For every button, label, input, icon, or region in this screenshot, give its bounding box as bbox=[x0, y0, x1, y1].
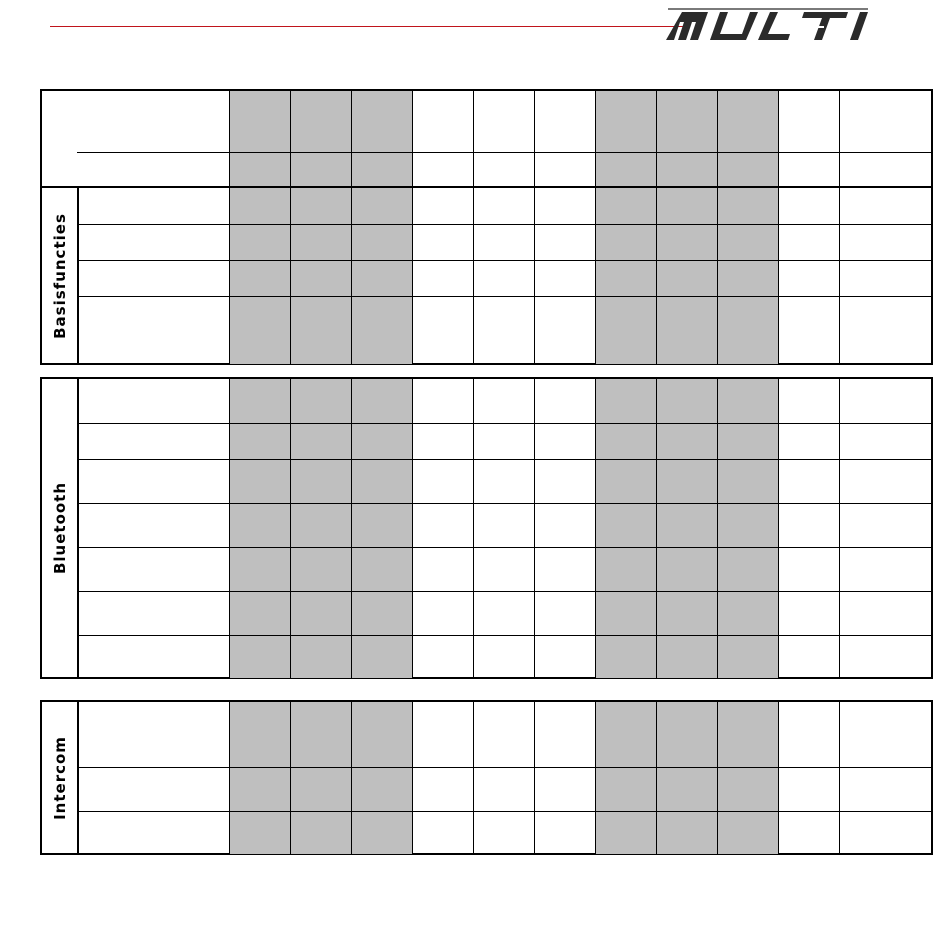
table-cell bbox=[839, 504, 932, 548]
table-cell bbox=[229, 460, 291, 504]
table-cell bbox=[717, 702, 779, 767]
table-cell bbox=[229, 812, 291, 854]
table-cell bbox=[778, 225, 840, 261]
table-cell bbox=[473, 812, 535, 854]
table-cell bbox=[595, 153, 657, 187]
header-rule bbox=[50, 26, 690, 27]
table-row bbox=[77, 296, 931, 364]
table-cell bbox=[412, 702, 474, 767]
table-cell bbox=[656, 592, 718, 636]
table-cell bbox=[595, 548, 657, 592]
table-cell bbox=[412, 460, 474, 504]
table-cell bbox=[473, 768, 535, 812]
table-cell bbox=[290, 812, 352, 854]
table-cell bbox=[778, 702, 840, 767]
table-cell bbox=[229, 153, 291, 187]
table-cell bbox=[473, 188, 535, 224]
section-intercom bbox=[40, 700, 933, 855]
table-cell bbox=[595, 592, 657, 636]
table-cell bbox=[717, 225, 779, 261]
table-cell bbox=[351, 460, 413, 504]
table-cell bbox=[351, 153, 413, 187]
table-cell bbox=[351, 504, 413, 548]
table-cell bbox=[473, 702, 535, 767]
table-cell bbox=[290, 592, 352, 636]
table-cell bbox=[656, 153, 718, 187]
table-cell bbox=[412, 225, 474, 261]
table-cell bbox=[473, 225, 535, 261]
table-cell bbox=[229, 702, 291, 767]
table-cell bbox=[534, 636, 596, 678]
table-cell bbox=[778, 261, 840, 297]
table-cell bbox=[290, 548, 352, 592]
table-cell bbox=[839, 548, 932, 592]
table-cell bbox=[351, 702, 413, 767]
table-cell bbox=[351, 379, 413, 423]
table-row bbox=[77, 260, 931, 297]
table-cell bbox=[412, 297, 474, 364]
table-cell bbox=[595, 297, 657, 364]
table-row bbox=[77, 635, 931, 678]
table-cell bbox=[717, 504, 779, 548]
table-cell bbox=[290, 91, 352, 152]
table-cell bbox=[778, 379, 840, 423]
table-cell bbox=[290, 261, 352, 297]
table-cell bbox=[656, 379, 718, 423]
table-row bbox=[77, 591, 931, 636]
table-header-corner bbox=[42, 91, 77, 186]
table-cell bbox=[351, 424, 413, 460]
table-cell bbox=[473, 379, 535, 423]
table-cell bbox=[351, 297, 413, 364]
table-cell bbox=[412, 592, 474, 636]
table-cell bbox=[717, 592, 779, 636]
table-cell bbox=[412, 379, 474, 423]
table-cell bbox=[351, 188, 413, 224]
table-cell bbox=[534, 460, 596, 504]
table-cell bbox=[534, 592, 596, 636]
table-cell bbox=[473, 548, 535, 592]
table-cell bbox=[778, 297, 840, 364]
table-cell bbox=[839, 261, 932, 297]
table-cell bbox=[717, 91, 779, 152]
section-label-bluetooth: Bluetooth bbox=[42, 379, 79, 677]
table-cell bbox=[839, 702, 932, 767]
table-row bbox=[77, 224, 931, 261]
table-cell bbox=[595, 261, 657, 297]
table-row bbox=[77, 188, 931, 224]
table-cell bbox=[473, 592, 535, 636]
table-cell bbox=[473, 636, 535, 678]
table-cell bbox=[290, 379, 352, 423]
table-cell bbox=[839, 91, 932, 152]
table-cell bbox=[778, 636, 840, 678]
table-cell bbox=[229, 504, 291, 548]
table-cell bbox=[290, 188, 352, 224]
table-cell bbox=[656, 812, 718, 854]
section-label-basisfuncties: Basisfuncties bbox=[42, 188, 79, 363]
table-cell bbox=[351, 592, 413, 636]
table-cell bbox=[717, 297, 779, 364]
table-cell bbox=[534, 261, 596, 297]
table-cell bbox=[839, 153, 932, 187]
table-cell bbox=[595, 424, 657, 460]
table-cell bbox=[595, 636, 657, 678]
table-cell bbox=[656, 297, 718, 364]
section-label-intercom: Intercom bbox=[42, 702, 79, 853]
table-cell bbox=[778, 768, 840, 812]
table-cell bbox=[412, 812, 474, 854]
table-cell bbox=[534, 768, 596, 812]
table-cell bbox=[412, 636, 474, 678]
table-cell bbox=[534, 812, 596, 854]
table-cell bbox=[534, 225, 596, 261]
table-cell bbox=[229, 91, 291, 152]
table-cell bbox=[778, 504, 840, 548]
table-cell bbox=[412, 261, 474, 297]
table-cell bbox=[229, 188, 291, 224]
table-cell bbox=[595, 702, 657, 767]
table-cell bbox=[656, 460, 718, 504]
table-cell bbox=[839, 188, 932, 224]
table-cell bbox=[534, 504, 596, 548]
table-cell bbox=[717, 768, 779, 812]
table-cell bbox=[412, 153, 474, 187]
table-cell bbox=[656, 188, 718, 224]
table-cell bbox=[534, 91, 596, 152]
table-cell bbox=[351, 261, 413, 297]
table-cell bbox=[717, 188, 779, 224]
table-row bbox=[77, 702, 931, 767]
table-cell bbox=[778, 188, 840, 224]
table-cell bbox=[412, 548, 474, 592]
table-row bbox=[77, 91, 931, 152]
table-row bbox=[77, 379, 931, 423]
table-cell bbox=[534, 424, 596, 460]
section-bluetooth bbox=[40, 377, 933, 679]
table-cell bbox=[290, 424, 352, 460]
table-cell bbox=[290, 702, 352, 767]
table-cell bbox=[595, 504, 657, 548]
table-cell bbox=[351, 225, 413, 261]
table-cell bbox=[229, 548, 291, 592]
table-cell bbox=[778, 548, 840, 592]
table-cell bbox=[290, 225, 352, 261]
section-basisfuncties bbox=[40, 186, 933, 365]
table-cell bbox=[473, 153, 535, 187]
table-cell bbox=[534, 153, 596, 187]
table-cell bbox=[595, 460, 657, 504]
table-cell bbox=[717, 636, 779, 678]
table-cell bbox=[717, 261, 779, 297]
table-cell bbox=[656, 261, 718, 297]
table-cell bbox=[656, 702, 718, 767]
table-cell bbox=[412, 188, 474, 224]
table-cell bbox=[778, 153, 840, 187]
table-cell bbox=[778, 460, 840, 504]
table-cell bbox=[351, 91, 413, 152]
table-cell bbox=[473, 504, 535, 548]
table-cell bbox=[717, 460, 779, 504]
table-cell bbox=[717, 379, 779, 423]
table-cell bbox=[656, 225, 718, 261]
table-cell bbox=[839, 297, 932, 364]
table-row bbox=[77, 767, 931, 812]
table-cell bbox=[229, 261, 291, 297]
table-cell bbox=[778, 812, 840, 854]
table-cell bbox=[473, 424, 535, 460]
table-cell bbox=[595, 379, 657, 423]
table-cell bbox=[717, 812, 779, 854]
table-row bbox=[77, 423, 931, 460]
table-cell bbox=[595, 768, 657, 812]
table-cell bbox=[412, 768, 474, 812]
table-cell bbox=[595, 91, 657, 152]
table-cell bbox=[473, 91, 535, 152]
table-row bbox=[77, 811, 931, 854]
table-cell bbox=[778, 424, 840, 460]
table-cell bbox=[839, 424, 932, 460]
table-cell bbox=[351, 636, 413, 678]
table-cell bbox=[290, 636, 352, 678]
table-cell bbox=[290, 504, 352, 548]
table-cell bbox=[656, 91, 718, 152]
multi-logo bbox=[664, 4, 910, 46]
table-cell bbox=[290, 460, 352, 504]
table-cell bbox=[595, 225, 657, 261]
table-cell bbox=[656, 548, 718, 592]
table-cell bbox=[656, 768, 718, 812]
table-cell bbox=[534, 188, 596, 224]
table-cell bbox=[351, 768, 413, 812]
table-cell bbox=[290, 297, 352, 364]
table-cell bbox=[229, 379, 291, 423]
table-row bbox=[77, 547, 931, 592]
table-row bbox=[77, 152, 931, 187]
table-cell bbox=[473, 297, 535, 364]
table-cell bbox=[839, 225, 932, 261]
table-row bbox=[77, 459, 931, 504]
table-cell bbox=[595, 812, 657, 854]
table-cell bbox=[656, 636, 718, 678]
table-row bbox=[77, 503, 931, 548]
table-cell bbox=[839, 636, 932, 678]
table-cell bbox=[595, 188, 657, 224]
table-cell bbox=[290, 768, 352, 812]
table-cell bbox=[290, 153, 352, 187]
table-cell bbox=[534, 548, 596, 592]
table-cell bbox=[839, 768, 932, 812]
table-cell bbox=[229, 297, 291, 364]
table-cell bbox=[473, 460, 535, 504]
table-cell bbox=[839, 592, 932, 636]
table-cell bbox=[351, 548, 413, 592]
table-cell bbox=[656, 424, 718, 460]
table-cell bbox=[534, 297, 596, 364]
table-cell bbox=[656, 504, 718, 548]
table-cell bbox=[534, 379, 596, 423]
table-cell bbox=[229, 592, 291, 636]
table-cell bbox=[534, 702, 596, 767]
table-cell bbox=[229, 424, 291, 460]
table-cell bbox=[412, 91, 474, 152]
table-cell bbox=[717, 424, 779, 460]
table-cell bbox=[473, 261, 535, 297]
table-cell bbox=[229, 636, 291, 678]
table-cell bbox=[839, 812, 932, 854]
table-cell bbox=[778, 91, 840, 152]
table-cell bbox=[351, 812, 413, 854]
table-cell bbox=[717, 153, 779, 187]
table-cell bbox=[412, 504, 474, 548]
table-cell bbox=[412, 424, 474, 460]
table-cell bbox=[717, 548, 779, 592]
table-cell bbox=[839, 460, 932, 504]
table-header bbox=[40, 89, 933, 188]
table-cell bbox=[229, 768, 291, 812]
table-cell bbox=[839, 379, 932, 423]
table-cell bbox=[229, 225, 291, 261]
table-cell bbox=[778, 592, 840, 636]
